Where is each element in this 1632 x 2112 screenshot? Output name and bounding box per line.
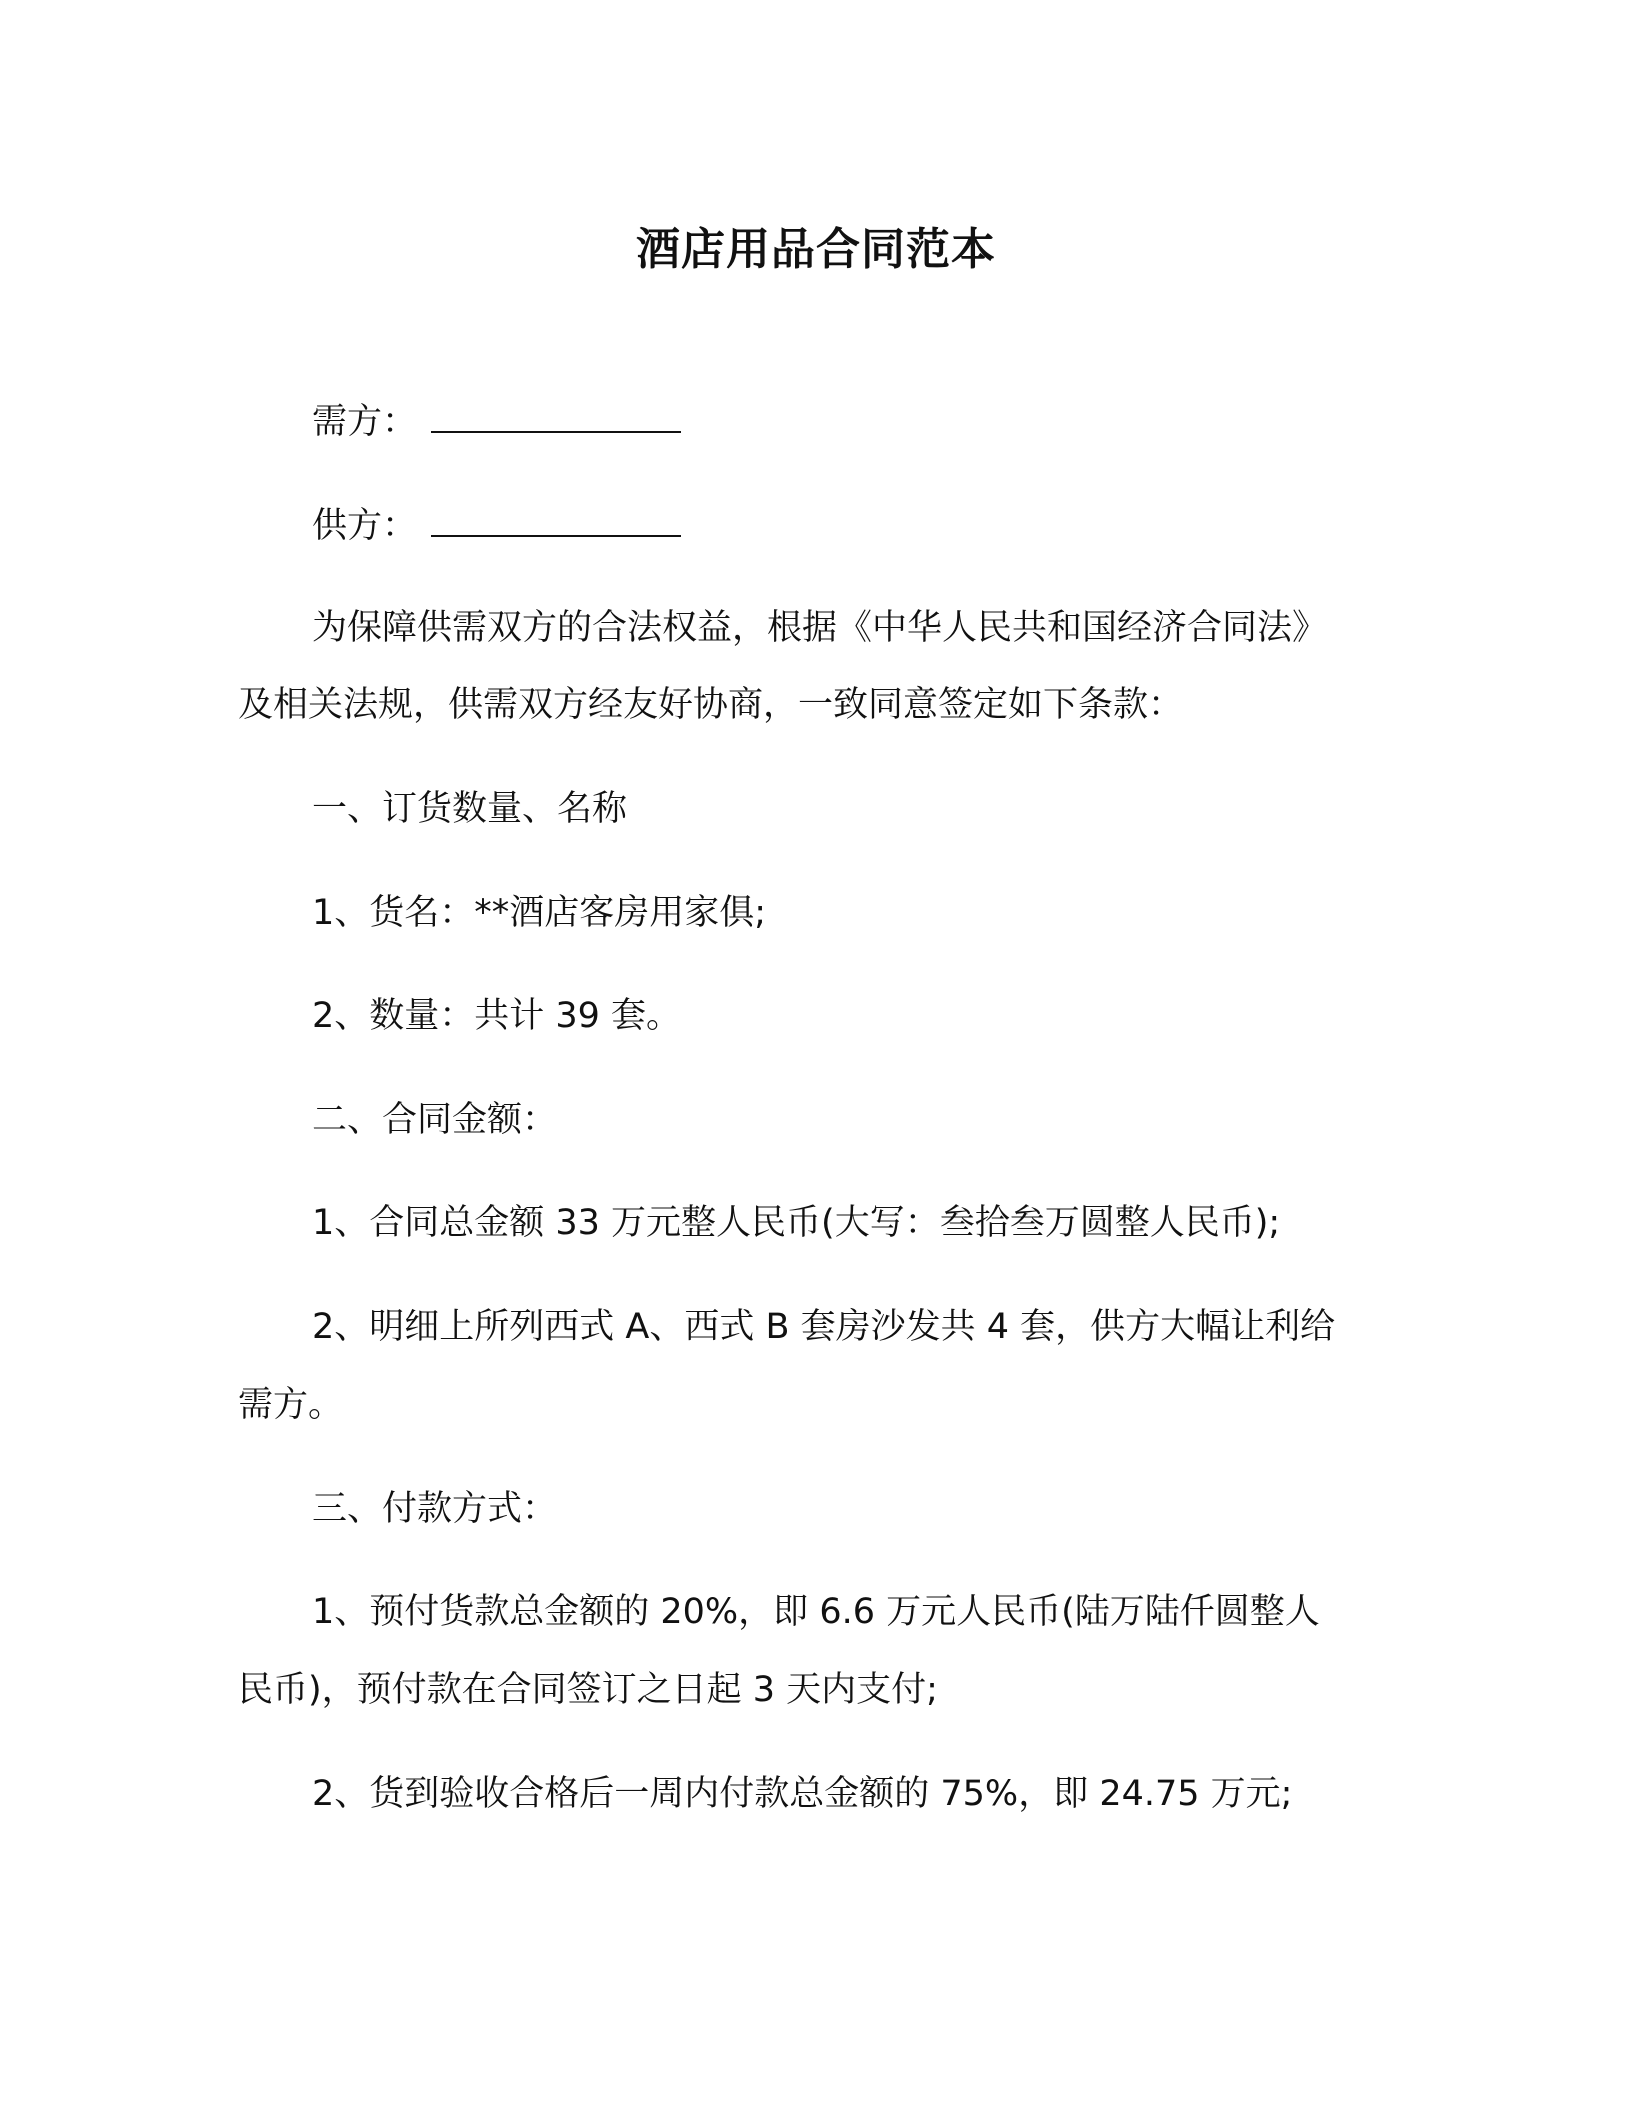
section1-heading: 一、订货数量、名称 <box>312 789 628 829</box>
document-title: 酒店用品合同范本 <box>636 224 996 275</box>
section3-heading: 三、付款方式： <box>312 1489 558 1529</box>
section2-item2-line2: 需方。 <box>238 1385 344 1425</box>
preamble-line-1: 为保障供需双方的合法权益，根据《中华人民共和国经济合同法》 <box>312 608 1328 648</box>
supply-party-line <box>312 501 681 550</box>
preamble-line-2: 及相关法规，供需双方经友好协商，一致同意签定如下条款： <box>238 685 1184 725</box>
demand-party-line <box>312 397 681 446</box>
section3-item1-line1: 1、预付货款总金额的 20%，即 6.6 万元人民币(陆万陆仟圆整人 <box>312 1592 1320 1632</box>
section1-item2: 2、数量：共计 39 套。 <box>312 996 682 1036</box>
supply-party-label: 供方： <box>312 506 418 546</box>
supply-party-blank <box>431 501 681 537</box>
section1-item1: 1、货名：**酒店客房用家俱; <box>312 893 767 933</box>
demand-party-label: 需方： <box>312 402 418 442</box>
section2-heading: 二、合同金额： <box>312 1100 558 1140</box>
section2-item1: 1、合同总金额 33 万元整人民币(大写：叁拾叁万圆整人民币); <box>312 1203 1281 1243</box>
section3-item1-line2: 民币)，预付款在合同签订之日起 3 天内支付; <box>238 1670 938 1710</box>
section2-item2-line1: 2、明细上所列西式 A、西式 B 套房沙发共 4 套，供方大幅让利给 <box>312 1307 1336 1347</box>
demand-party-blank <box>431 397 681 433</box>
section3-item2: 2、货到验收合格后一周内付款总金额的 75%，即 24.75 万元; <box>312 1774 1293 1814</box>
